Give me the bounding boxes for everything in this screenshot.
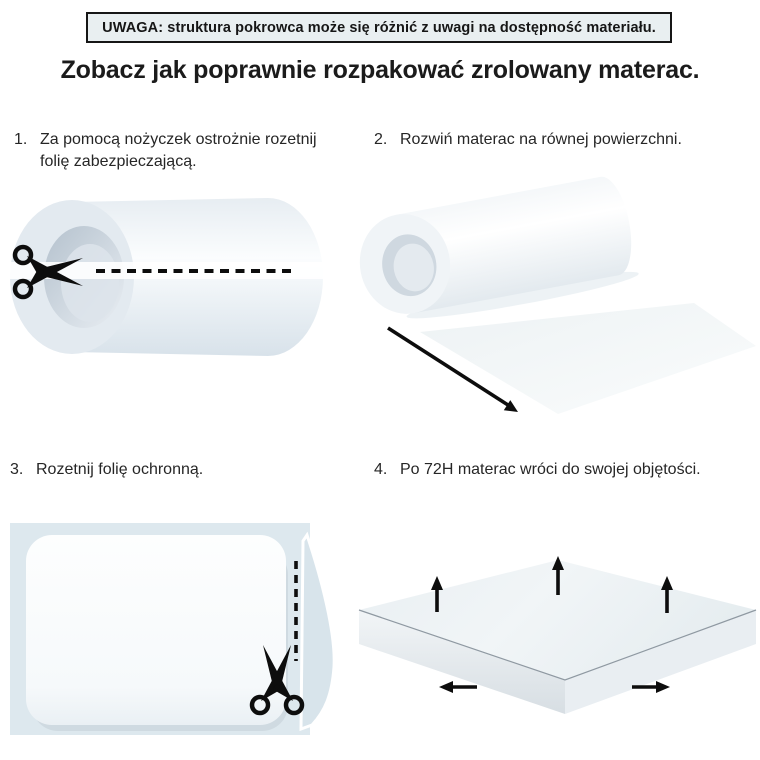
step-1-text: Za pomocą nożyczek ostrożnie rozetnij folię zabezpieczającą.	[40, 131, 317, 171]
mattress-roll	[358, 173, 640, 332]
step-4-number: 4.	[374, 461, 388, 478]
step-4-label	[374, 459, 756, 481]
step-1-label	[14, 129, 344, 174]
foil-flap	[301, 535, 334, 729]
step-1-number: 1.	[14, 131, 28, 148]
step-2-label	[374, 129, 756, 151]
expand-side-arrow-icon	[439, 681, 477, 693]
step-3-text: Rozetnij folię ochronną.	[36, 461, 204, 478]
step-2-illustration	[358, 160, 758, 430]
page-title: Zobacz jak poprawnie rozpakować zrolowany materac.	[60, 56, 700, 84]
unrolled-sheet	[420, 303, 756, 414]
step-3-number: 3.	[10, 461, 24, 478]
roll-hole-inner	[61, 244, 119, 322]
step-4-text: Po 72H materac wróci do swojej objętości.	[400, 461, 701, 478]
step-4-illustration	[355, 535, 760, 760]
step-3-illustration	[5, 515, 345, 760]
step-2-text: Rozwiń materac na równej powierzchni.	[400, 131, 682, 148]
step-2-number: 2.	[374, 131, 388, 148]
step-1-illustration	[0, 190, 345, 360]
mattress	[26, 535, 286, 725]
notice-banner: UWAGA: struktura pokrowca może się różnić z uwagi na dostępność materiału.	[86, 12, 672, 43]
step-3-label	[10, 459, 340, 481]
